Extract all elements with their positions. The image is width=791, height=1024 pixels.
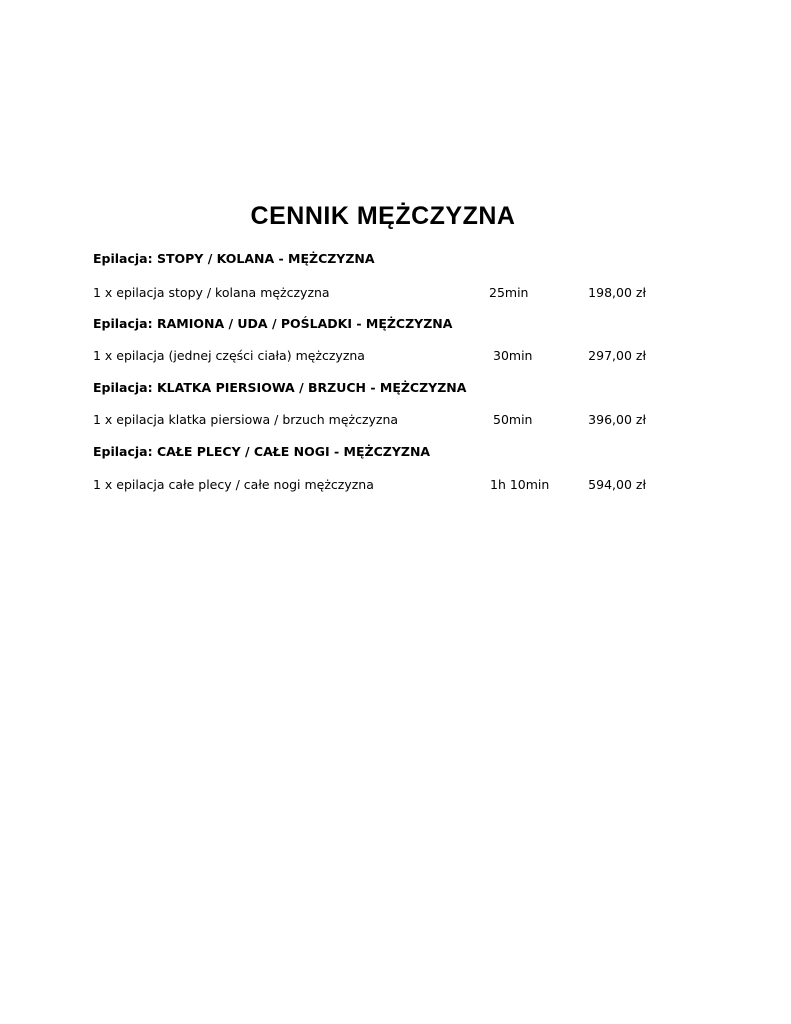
item-duration: 30min	[493, 348, 533, 363]
item-price: 297,00 zł	[588, 348, 646, 363]
item-price: 396,00 zł	[588, 412, 646, 427]
item-price: 594,00 zł	[588, 477, 646, 492]
section-heading-chest-abdomen: Epilacja: KLATKA PIERSIOWA / BRZUCH - MĘŻCZYZNA	[93, 380, 467, 395]
item-duration: 50min	[493, 412, 533, 427]
section-heading-feet-knees: Epilacja: STOPY / KOLANA - MĘŻCZYZNA	[93, 251, 375, 266]
section-heading-arms-thighs-buttocks: Epilacja: RAMIONA / UDA / POŚLADKI - MĘŻCZYZNA	[93, 316, 453, 331]
page-title: CENNIK MĘŻCZYZNA	[250, 202, 516, 230]
item-duration: 25min	[489, 285, 529, 300]
item-price: 198,00 zł	[588, 285, 646, 300]
item-name: 1 x epilacja (jednej części ciała) mężczyzna	[93, 348, 365, 363]
item-name: 1 x epilacja całe plecy / całe nogi mężczyzna	[93, 477, 374, 492]
section-heading-back-legs: Epilacja: CAŁE PLECY / CAŁE NOGI - MĘŻCZYZNA	[93, 444, 431, 459]
item-duration: 1h 10min	[490, 477, 550, 492]
item-name: 1 x epilacja klatka piersiowa / brzuch mężczyzna	[93, 412, 399, 427]
item-name: 1 x epilacja stopy / kolana mężczyzna	[93, 285, 330, 300]
